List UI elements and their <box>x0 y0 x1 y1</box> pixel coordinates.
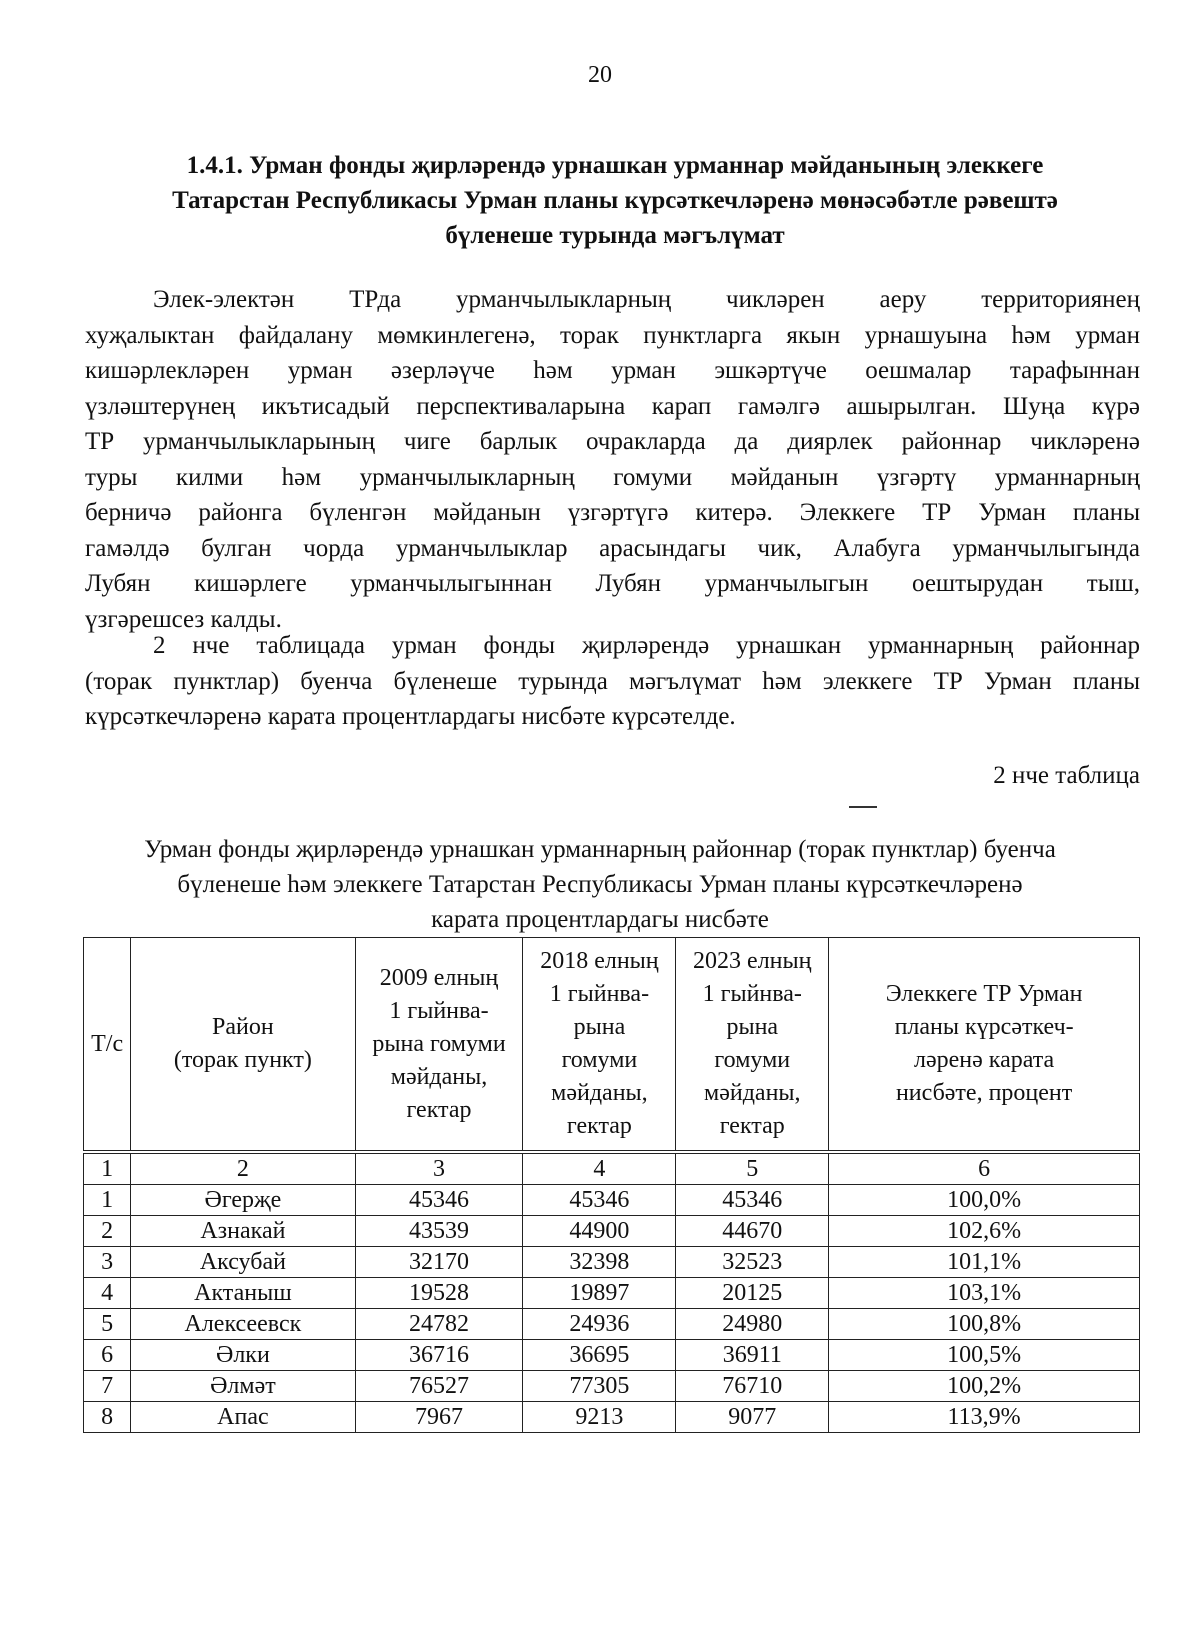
caption-line: Урман фонды җирләрендә урнашкан урманнарның районнар (торак пунктлар) буенча <box>144 836 1056 863</box>
table-cell: 1 <box>84 1185 131 1216</box>
table-cell: 45346 <box>355 1185 523 1216</box>
table-cell: Әлмәт <box>131 1371 355 1402</box>
table-cell: Апас <box>131 1402 355 1433</box>
table-cell: 6 <box>829 1152 1140 1185</box>
header-cell-ratio: Элеккеге ТР Урман планы күрсәткеч- ләренә карата нисбәте, процент <box>829 938 1140 1153</box>
paragraph-line: Элек-электән ТРда урманчылыкларның чикләрен аеру территориянең <box>153 286 1140 313</box>
table-cell: 4 <box>523 1152 676 1185</box>
paragraph-line: үзгәрешсез калды. <box>85 605 282 633</box>
table-cell: 103,1% <box>829 1278 1140 1309</box>
header-cell-number: Т/с <box>84 938 131 1153</box>
table-cell: 100,8% <box>829 1309 1140 1340</box>
table-row <box>84 1247 1140 1278</box>
table-cell: 8 <box>84 1402 131 1433</box>
body-paragraph-1 <box>85 282 1140 637</box>
table-cell: 36716 <box>355 1340 523 1371</box>
table-cell: Әгерҗе <box>131 1185 355 1216</box>
forest-area-table <box>83 937 1140 1433</box>
table-cell: 9077 <box>676 1402 829 1433</box>
table-cell: Алексеевск <box>131 1309 355 1340</box>
paragraph-line: Лубян кишәрлеге урманчылыгыннан Лубян урманчылыгын оештырудан тыш, <box>85 570 1140 597</box>
table-cell: 76527 <box>355 1371 523 1402</box>
divider <box>849 806 877 808</box>
table-cell: 45346 <box>676 1185 829 1216</box>
table-cell: 32523 <box>676 1247 829 1278</box>
body-paragraph-2 <box>85 628 1140 735</box>
header-cell-area-2009: 2009 елның 1 гыйнва- рына гомуми мәйданы, гектар <box>355 938 523 1153</box>
table-cell: 19528 <box>355 1278 523 1309</box>
paragraph-line: күрсәткечләренә карата процентлардагы нисбәте күрсәтелде. <box>85 703 736 730</box>
table-row <box>84 1185 1140 1216</box>
table-header-row <box>84 938 1140 1153</box>
table-cell: 19897 <box>523 1278 676 1309</box>
paragraph-line: туры килми һәм урманчылыкларның гомуми мәйданын үзгәртү урманнарның <box>85 463 1140 491</box>
heading-line: бүленеше турында мәгълүмат <box>445 222 785 249</box>
table-cell: 76710 <box>676 1371 829 1402</box>
table-cell: 44900 <box>523 1216 676 1247</box>
table-cell: 2 <box>84 1216 131 1247</box>
table-cell: Аксубай <box>131 1247 355 1278</box>
table-cell: 9213 <box>523 1402 676 1433</box>
paragraph-line: кишәрлекләрен урман әзерләүче һәм урман эшкәртүче оешмалар тарафыннан <box>85 357 1140 384</box>
paragraph-line: берничә районга бүленгән мәйданын үзгәртүгә китерә. Элеккеге ТР Урман планы <box>85 499 1140 526</box>
table-row <box>84 1216 1140 1247</box>
table-cell: 44670 <box>676 1216 829 1247</box>
paragraph-line: хуҗалыктан файдалану мөмкинлегенә, торак пунктларга якын урнашуына һәм урман <box>85 321 1140 349</box>
table-cell: 7 <box>84 1371 131 1402</box>
table-cell: 4 <box>84 1278 131 1309</box>
table-cell: 3 <box>355 1152 523 1185</box>
table-cell: 6 <box>84 1340 131 1371</box>
table-cell: 36911 <box>676 1340 829 1371</box>
section-heading <box>95 148 1135 253</box>
header-cell-district: Район (торак пункт) <box>131 938 355 1153</box>
table-cell: Әлки <box>131 1340 355 1371</box>
table-cell: 102,6% <box>829 1216 1140 1247</box>
table-cell: 45346 <box>523 1185 676 1216</box>
paragraph-line: үзләштерүнең икътисадый перспективаларына карап гамәлгә ашырылган. Шуңа күрә <box>85 392 1140 420</box>
table-cell: 20125 <box>676 1278 829 1309</box>
table-row <box>84 1309 1140 1340</box>
table-cell: 24782 <box>355 1309 523 1340</box>
heading-line: 1.4.1. Урман фонды җирләрендә урнашкан урманнар мәйданының элеккеге <box>186 152 1044 179</box>
table-cell: Азнакай <box>131 1216 355 1247</box>
header-cell-area-2023: 2023 елның 1 гыйнва- рына гомуми мәйданы, гектар <box>676 938 829 1153</box>
heading-line: Татарстан Республикасы Урман планы күрсәткечләренә мөнәсәбәтле рәвештә <box>172 187 1058 214</box>
paragraph-line: ТР урманчылыкларының чиге барлык очракларда да диярлек районнар чикләренә <box>85 428 1140 455</box>
table-cell: 5 <box>84 1309 131 1340</box>
table-cell: 3 <box>84 1247 131 1278</box>
table-cell: 2 <box>131 1152 355 1185</box>
table-cell: 36695 <box>523 1340 676 1371</box>
table-cell: 77305 <box>523 1371 676 1402</box>
page-number: 20 <box>588 62 612 88</box>
table-cell: 100,5% <box>829 1340 1140 1371</box>
paragraph-line: гамәлдә булган чорда урманчылыклар арасындагы чик, Алабуга урманчылыгында <box>85 534 1140 562</box>
paragraph-line: (торак пунктлар) буенча бүленеше турында мәгълүмат һәм элеккеге ТР Урман планы <box>85 667 1140 695</box>
table-cell: 1 <box>84 1152 131 1185</box>
table-cell: 100,0% <box>829 1185 1140 1216</box>
table-cell: Актаныш <box>131 1278 355 1309</box>
table-cell: 32170 <box>355 1247 523 1278</box>
table-cell: 7967 <box>355 1402 523 1433</box>
table-row <box>84 1278 1140 1309</box>
table-cell: 100,2% <box>829 1371 1140 1402</box>
caption-line: карата процентлардагы нисбәте <box>431 906 769 933</box>
table-cell: 101,1% <box>829 1247 1140 1278</box>
table-row <box>84 1402 1140 1433</box>
table-cell: 5 <box>676 1152 829 1185</box>
table-row <box>84 1340 1140 1371</box>
table-cell: 113,9% <box>829 1402 1140 1433</box>
table-row <box>84 1371 1140 1402</box>
table-number-label: 2 нче таблица <box>993 762 1140 789</box>
paragraph-line: 2 нче таблицада урман фонды җирләрендә урнашкан урманнарның районнар <box>153 632 1140 659</box>
table-caption <box>60 832 1140 937</box>
caption-line: бүленеше һәм элеккеге Татарстан Республикасы Урман планы күрсәткечләренә <box>177 871 1023 898</box>
header-cell-area-2018: 2018 елның 1 гыйнва- рына гомуми мәйданы, гектар <box>523 938 676 1153</box>
table-cell: 24936 <box>523 1309 676 1340</box>
table-cell: 24980 <box>676 1309 829 1340</box>
table-cell: 32398 <box>523 1247 676 1278</box>
table-cell: 43539 <box>355 1216 523 1247</box>
column-number-row <box>84 1152 1140 1185</box>
